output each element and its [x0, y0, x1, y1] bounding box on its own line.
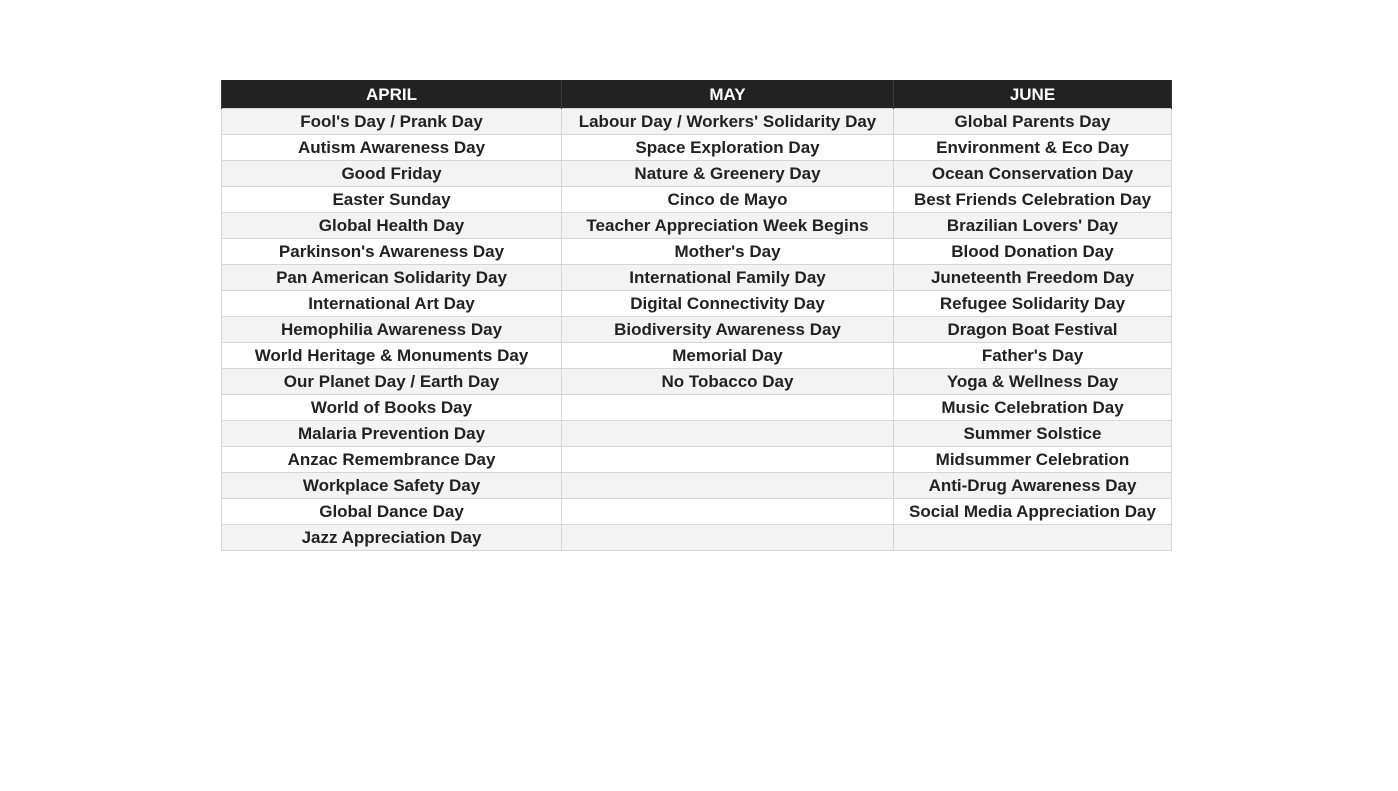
table-cell-april[interactable]: Pan American Solidarity Day: [222, 265, 562, 291]
table-row: [222, 317, 1172, 343]
table-cell-april[interactable]: Jazz Appreciation Day: [222, 525, 562, 551]
table-cell-june[interactable]: Juneteenth Freedom Day: [894, 265, 1172, 291]
table-row: [222, 421, 1172, 447]
table-cell-april[interactable]: World Heritage & Monuments Day: [222, 343, 562, 369]
table-cell-may[interactable]: Biodiversity Awareness Day: [562, 317, 894, 343]
table-cell-june[interactable]: Social Media Appreciation Day: [894, 499, 1172, 525]
table-body: [222, 109, 1172, 551]
table-cell-may[interactable]: Mother's Day: [562, 239, 894, 265]
table-cell-april[interactable]: Easter Sunday: [222, 187, 562, 213]
table-cell-may[interactable]: International Family Day: [562, 265, 894, 291]
table-cell-may[interactable]: No Tobacco Day: [562, 369, 894, 395]
table-cell-may[interactable]: [562, 395, 894, 421]
table-cell-may[interactable]: Space Exploration Day: [562, 135, 894, 161]
table-cell-june[interactable]: Midsummer Celebration: [894, 447, 1172, 473]
table-cell-may[interactable]: Labour Day / Workers' Solidarity Day: [562, 109, 894, 135]
table-cell-april[interactable]: World of Books Day: [222, 395, 562, 421]
table-row: [222, 473, 1172, 499]
table-cell-may[interactable]: Memorial Day: [562, 343, 894, 369]
table-cell-june[interactable]: Blood Donation Day: [894, 239, 1172, 265]
table-row: [222, 265, 1172, 291]
table-cell-april[interactable]: Autism Awareness Day: [222, 135, 562, 161]
table-cell-april[interactable]: Parkinson's Awareness Day: [222, 239, 562, 265]
table-cell-may[interactable]: Teacher Appreciation Week Begins: [562, 213, 894, 239]
table-cell-june[interactable]: Environment & Eco Day: [894, 135, 1172, 161]
table-cell-april[interactable]: Global Dance Day: [222, 499, 562, 525]
table-row: [222, 499, 1172, 525]
table-cell-june[interactable]: Summer Solstice: [894, 421, 1172, 447]
table-cell-may[interactable]: Digital Connectivity Day: [562, 291, 894, 317]
table-cell-april[interactable]: Fool's Day / Prank Day: [222, 109, 562, 135]
column-header-april: APRIL: [222, 80, 562, 109]
table-row: [222, 213, 1172, 239]
table-cell-may[interactable]: [562, 525, 894, 551]
table-cell-may[interactable]: [562, 447, 894, 473]
table-cell-april[interactable]: Hemophilia Awareness Day: [222, 317, 562, 343]
table-cell-april[interactable]: Global Health Day: [222, 213, 562, 239]
table-row: [222, 369, 1172, 395]
table-row: [222, 135, 1172, 161]
table-cell-april[interactable]: Anzac Remembrance Day: [222, 447, 562, 473]
table-row: [222, 525, 1172, 551]
table-cell-june[interactable]: Refugee Solidarity Day: [894, 291, 1172, 317]
table-cell-june[interactable]: Global Parents Day: [894, 109, 1172, 135]
table-cell-june[interactable]: Music Celebration Day: [894, 395, 1172, 421]
table-cell-may[interactable]: [562, 421, 894, 447]
table-cell-april[interactable]: Workplace Safety Day: [222, 473, 562, 499]
table-cell-april[interactable]: International Art Day: [222, 291, 562, 317]
column-header-may: MAY: [562, 80, 894, 109]
table-row: [222, 109, 1172, 135]
column-header-june: JUNE: [894, 80, 1172, 109]
table-row: [222, 447, 1172, 473]
holiday-table: [221, 80, 1172, 551]
table-row: [222, 187, 1172, 213]
table-cell-june[interactable]: Father's Day: [894, 343, 1172, 369]
table-cell-june[interactable]: Ocean Conservation Day: [894, 161, 1172, 187]
table-cell-june[interactable]: Best Friends Celebration Day: [894, 187, 1172, 213]
table-cell-may[interactable]: Cinco de Mayo: [562, 187, 894, 213]
table-row: [222, 161, 1172, 187]
table-cell-may[interactable]: Nature & Greenery Day: [562, 161, 894, 187]
header-row: [222, 80, 1172, 109]
table-cell-june[interactable]: Yoga & Wellness Day: [894, 369, 1172, 395]
table-row: [222, 291, 1172, 317]
table-cell-june[interactable]: Brazilian Lovers' Day: [894, 213, 1172, 239]
table-cell-june[interactable]: Anti-Drug Awareness Day: [894, 473, 1172, 499]
table-cell-april[interactable]: Our Planet Day / Earth Day: [222, 369, 562, 395]
table-row: [222, 395, 1172, 421]
table-row: [222, 343, 1172, 369]
table-row: [222, 239, 1172, 265]
table-cell-may[interactable]: [562, 473, 894, 499]
table-cell-june[interactable]: Dragon Boat Festival: [894, 317, 1172, 343]
table-cell-may[interactable]: [562, 499, 894, 525]
table-cell-april[interactable]: Malaria Prevention Day: [222, 421, 562, 447]
table-cell-april[interactable]: Good Friday: [222, 161, 562, 187]
table-cell-june[interactable]: [894, 525, 1172, 551]
